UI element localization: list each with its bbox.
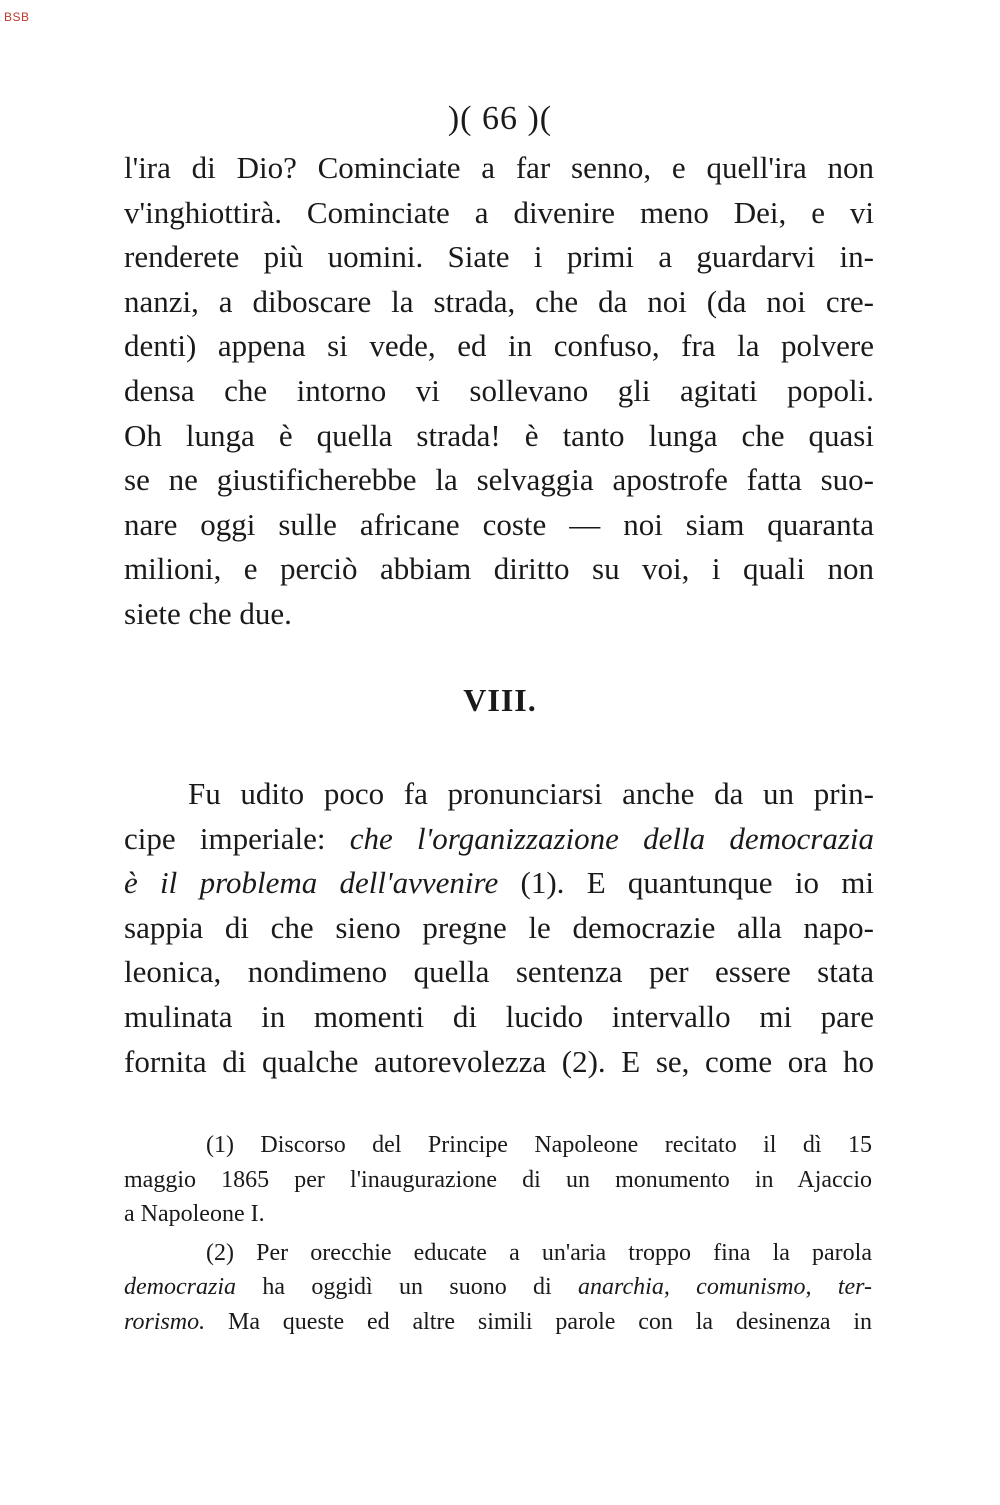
- italic-quote: che l'organizzazione della democrazia: [349, 820, 874, 856]
- text-line: [124, 817, 874, 862]
- footnote-2-line: [124, 1270, 872, 1305]
- paragraph-continuation: [124, 146, 874, 637]
- text-line: denti) appena si vede, ed in confuso, fra la polvere: [124, 328, 874, 364]
- page-number: )( 66 )(: [447, 100, 553, 137]
- text-line: densa che intorno vi sollevano gli agitati popoli.: [124, 372, 874, 408]
- text-line: [124, 861, 874, 906]
- text-line: siete che due.: [124, 595, 292, 631]
- footnote-1-line: (1) Discorso del Principe Napoleone recitato il dì 15: [206, 1132, 872, 1158]
- italic-term: democrazia: [124, 1274, 236, 1300]
- text-run: (1). E quantunque io mi: [498, 865, 874, 901]
- text-line: Fu udito poco fa pronunciarsi anche da un prin-: [188, 776, 874, 811]
- text-line: l'ira di Dio? Cominciate a far senno, e quell'ira non: [124, 150, 874, 185]
- text-run: cipe imperiale:: [124, 820, 350, 856]
- text-line: Oh lunga è quella strada! è tanto lunga che quasi: [124, 417, 874, 453]
- footnote-2-line: [124, 1305, 872, 1340]
- library-stamp: BSB: [4, 10, 30, 24]
- text-run: ha oggidì un suono di: [235, 1274, 579, 1300]
- text-line: mulinata in momenti di lucido intervallo mi pare: [124, 998, 874, 1034]
- text-line: se ne giustificherebbe la selvaggia apostrofe fatta suo-: [124, 462, 874, 498]
- text-line: milioni, e perciò abbiam diritto su voi, i quali non: [124, 551, 874, 587]
- footnote-2-line: (2) Per orecchie educate a un'aria troppo fina la parola: [206, 1239, 872, 1266]
- text-line: renderete più uomini. Siate i primi a guardarvi in-: [124, 239, 874, 275]
- text-line: fornita di qualche autorevolezza (2). E se, come ora ho: [124, 1043, 874, 1079]
- footnote-1-line: a Napoleone I.: [124, 1201, 265, 1227]
- text-line: leonica, nondimeno quella sentenza per essere stata: [124, 954, 874, 990]
- section-heading: VIII.: [463, 682, 537, 718]
- paragraph-section-viii: [124, 772, 874, 1084]
- italic-term: rorismo.: [124, 1308, 206, 1335]
- italic-term: anarchia, comunismo, ter-: [578, 1274, 872, 1300]
- text-line: v'inghiottirà. Cominciate a divenire meno Dei, e vi: [124, 194, 874, 230]
- text-run: Ma queste ed altre simili parole con la desinenza in: [205, 1308, 872, 1335]
- text-line: sappia di che sieno pregne le democrazie alla napo-: [124, 909, 874, 945]
- text-line: nanzi, a diboscare la strada, che da noi (da noi cre-: [124, 283, 874, 319]
- text-line: nare oggi sulle africane coste — noi siam quaranta: [124, 506, 874, 542]
- italic-quote: è il problema dell'avvenire: [124, 865, 499, 901]
- footnote-1-line: maggio 1865 per l'inaugurazione di un monumento in Ajaccio: [124, 1166, 872, 1193]
- footnotes: [124, 1128, 872, 1339]
